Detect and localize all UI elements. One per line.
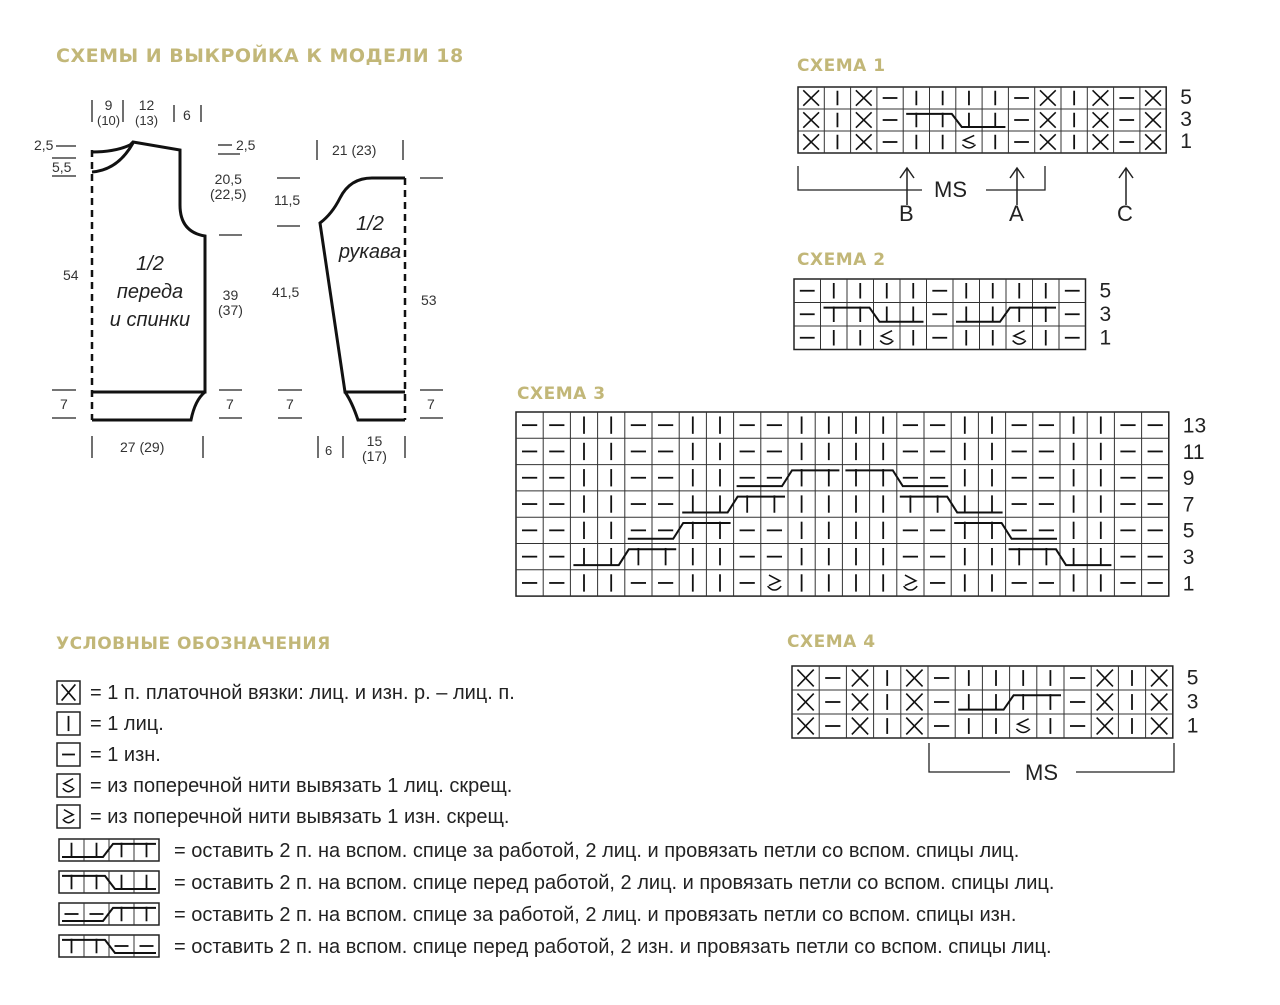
legend-item [56, 742, 161, 768]
legend-cable-icon [58, 902, 162, 928]
sleeve-rib-right: 7 [427, 396, 435, 412]
legend-item [56, 773, 512, 799]
legend-symbol-icon [56, 742, 82, 768]
schema-4-title: СХЕМА 4 [787, 632, 876, 652]
body-top-width-3: 6 [183, 107, 191, 123]
body-neck-left-lower: 5,5 [52, 159, 72, 175]
legend-item-text: = 1 п. платочной вязки: лиц. и изн. р. – лиц. п. [90, 681, 515, 704]
row-number: 7 [1182, 493, 1195, 517]
legend-item-text: = 1 лиц. [90, 712, 164, 735]
schema-4-chart [791, 665, 1232, 746]
legend-symbol-icon [56, 680, 82, 706]
row-number: 1 [1186, 714, 1199, 738]
row-number: 3 [1186, 690, 1199, 714]
schema-3-chart [515, 411, 1228, 604]
sleeve-length: 41,5 [272, 284, 300, 300]
sleeve-piece-label: 1/2 рукава [338, 213, 402, 263]
legend-cable-text: = оставить 2 п. на вспом. спице перед работой, 2 изн. и провязать петли со вспом. спицы лиц. [174, 935, 1052, 958]
row-number: 1 [1180, 130, 1192, 154]
legend-item-text: = 1 изн. [90, 743, 161, 766]
legend-cable-icon [58, 870, 162, 896]
legend-cable-text: = оставить 2 п. на вспом. спице за работой, 2 лиц. и провязать петли со вспом. спицы изн. [174, 903, 1017, 926]
legend-item-text: = из поперечной нити вывязать 1 лиц. скрещ. [90, 774, 513, 797]
sleeve-bottom-offset: 6 [325, 443, 333, 458]
schema-grid [797, 86, 1225, 156]
body-side: 39 (37) [218, 287, 243, 318]
legend-item-text: = из поперечной нити вывязать 1 изн. скрещ. [90, 805, 510, 828]
sleeve-bottom-width: 15 (17) [362, 433, 387, 464]
body-neck-left-upper: 2,5 [34, 137, 54, 153]
body-bottom-width: 27 (29) [120, 439, 165, 455]
row-number: 5 [1180, 86, 1192, 110]
row-number: 3 [1180, 108, 1192, 132]
body-total-height: 54 [63, 267, 79, 283]
schema-grid [793, 278, 1145, 353]
schema-1-marker-b: B [899, 201, 914, 226]
row-number: 9 [1182, 467, 1195, 491]
row-number: 5 [1186, 666, 1199, 690]
row-number: 1 [1182, 572, 1195, 596]
row-number: 3 [1099, 302, 1112, 326]
schema-1-ms-label: MS [934, 177, 967, 202]
body-top-width-1: 9 (10) [97, 97, 121, 128]
body-shoulder-right: 2,5 [236, 137, 256, 153]
body-rib-right: 7 [226, 396, 234, 412]
schema-grid [791, 665, 1232, 741]
schema-1-marker-a: A [1009, 201, 1024, 226]
row-number: 5 [1182, 519, 1195, 543]
schema-1-title: СХЕМА 1 [797, 56, 886, 76]
legend-item [56, 804, 509, 830]
sleeve-total-height: 53 [421, 292, 437, 308]
legend-symbol-icon [56, 804, 82, 830]
schema-3-title: СХЕМА 3 [517, 384, 606, 404]
schema-4-ms-label: MS [1025, 760, 1058, 785]
legend-cable-item [58, 870, 1054, 896]
row-number: 1 [1099, 326, 1112, 350]
legend-symbol-icon [56, 711, 82, 737]
schema-2-title: СХЕМА 2 [797, 250, 886, 270]
legend-cable-icon [58, 838, 162, 864]
row-number: 5 [1099, 279, 1112, 303]
schema-2-chart [793, 278, 1145, 358]
legend-item [56, 680, 515, 706]
legend-cable-text: = оставить 2 п. на вспом. спице перед работой, 2 лиц. и провязать петли со вспом. спицы лиц. [174, 871, 1055, 894]
sleeve-top-width: 21 (23) [332, 142, 377, 158]
sleeve-cap-height: 11,5 [274, 192, 301, 208]
schema-1-chart [797, 86, 1225, 161]
body-top-width-2: 12 (13) [135, 97, 159, 128]
legend-cable-text: = оставить 2 п. на вспом. спице за работой, 2 лиц. и провязать петли со вспом. спицы лиц. [174, 839, 1020, 862]
sleeve-rib-left: 7 [286, 396, 294, 412]
legend-cable-item [58, 838, 1019, 864]
schema-1-marker-c: C [1117, 201, 1133, 226]
body-rib-left: 7 [60, 396, 68, 412]
body-piece-label: 1/2 переда и спинки [109, 253, 191, 331]
legend-item [56, 711, 164, 737]
legend-title: УСЛОВНЫЕ ОБОЗНАЧЕНИЯ [56, 634, 331, 654]
legend-symbol-icon [56, 773, 82, 799]
page-title: СХЕМЫ И ВЫКРОЙКА К МОДЕЛИ 18 [56, 45, 464, 67]
row-number: 11 [1182, 440, 1205, 464]
row-number: 3 [1182, 546, 1195, 570]
legend-cable-icon [58, 934, 162, 960]
body-armhole: 20,5 (22,5) [210, 171, 247, 202]
legend-cable-item [58, 934, 1052, 960]
row-number: 13 [1182, 414, 1207, 438]
schema-grid [515, 411, 1228, 599]
pattern-pieces-drawing [0, 0, 520, 480]
legend-cable-item [58, 902, 1016, 928]
